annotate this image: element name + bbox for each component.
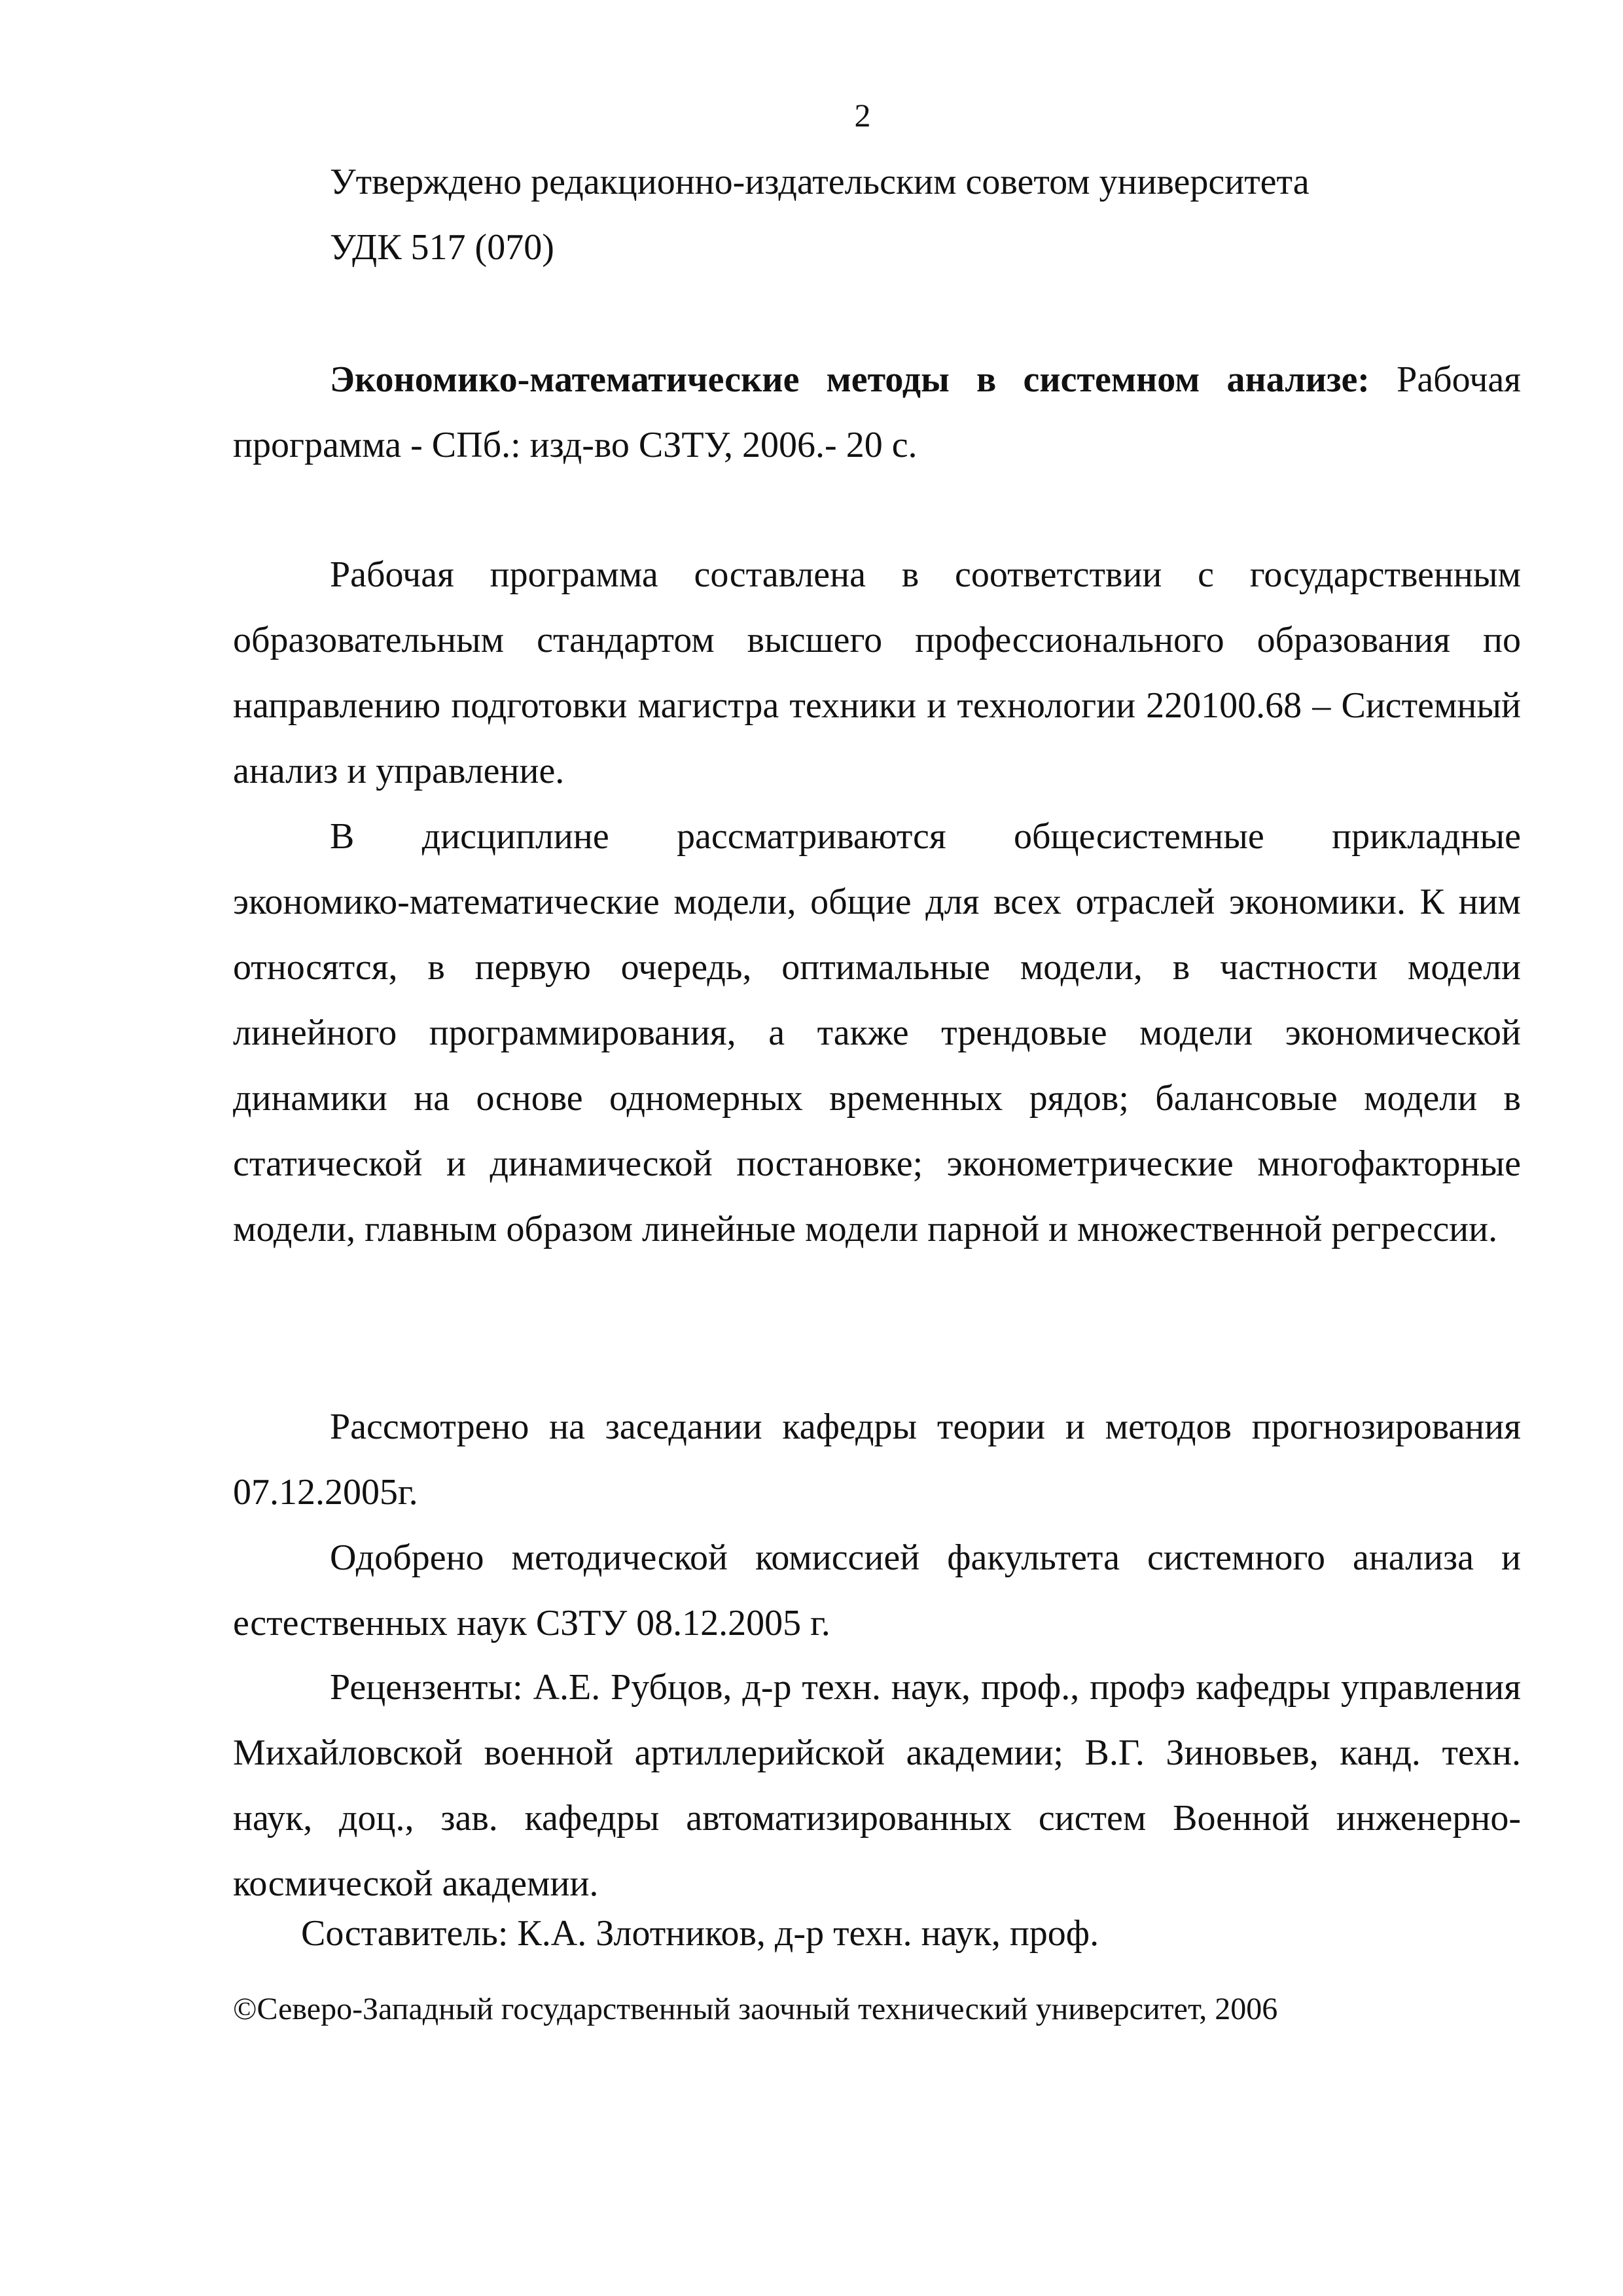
udc-code: УДК 517 (070) bbox=[330, 227, 554, 268]
page-number: 2 bbox=[854, 97, 871, 134]
word: прикладные bbox=[1332, 816, 1521, 857]
citation-details: Рабочая программа - СПб.: изд-во СЗТУ, 2006.- 20 с. bbox=[233, 359, 1521, 465]
approved-paragraph: Одобрено методической комиссией факультета системного анализа и естественных наук СЗТУ 08.12.2005 г. bbox=[233, 1537, 1521, 1643]
word: дисциплине bbox=[421, 816, 609, 857]
word: рассматриваются bbox=[677, 816, 946, 857]
standard-paragraph: Рабочая программа составлена в соответствии с государственным образовательным стандартом высшего профессионального образования по направлению подготовки магистра техники и технологии 220100.68 – Системный анализ и управление. bbox=[233, 554, 1521, 791]
word: В bbox=[330, 816, 355, 857]
copyright-line: ©Северо-Западный государственный заочный технический университет, 2006 bbox=[233, 1992, 1278, 2026]
citation-title: Экономико-математические методы в системном анализе: bbox=[330, 359, 1370, 400]
discipline-paragraph bbox=[233, 804, 1521, 1262]
compiler-line: Составитель: К.А. Злотников, д-р техн. наук, проф. bbox=[301, 1913, 1099, 1954]
word: общесистемные bbox=[1013, 816, 1264, 857]
reviewed-paragraph: Рассмотрено на заседании кафедры теории и методов прогнозирования 07.12.2005г. bbox=[233, 1407, 1521, 1513]
citation-paragraph bbox=[233, 347, 1521, 478]
discipline-text: экономико-математические модели, общие для всех отраслей экономики. К ним относятся, в первую очередь, оптимальные модели, в частности модели линейного программирования, а также трендовые модели экономической динамики на основе одномерных временных рядов; балансовые модели в статической и динамической постановке; эконометрические многофакторные модели, главным образом линейные модели парной и множественной регрессии. bbox=[233, 882, 1521, 1249]
discipline-first-line bbox=[233, 804, 1521, 869]
reviewers-paragraph: Рецензенты: А.Е. Рубцов, д-р техн. наук, проф., профэ кафедры управления Михайловской военной артиллерийской академии; В.Г. Зиновьев, канд. техн. наук, доц., зав. кафедры автоматизированных систем Военной инженерно-космической академии. bbox=[233, 1667, 1521, 1904]
approval-line: Утверждено редакционно-издательским советом университета bbox=[330, 162, 1310, 202]
